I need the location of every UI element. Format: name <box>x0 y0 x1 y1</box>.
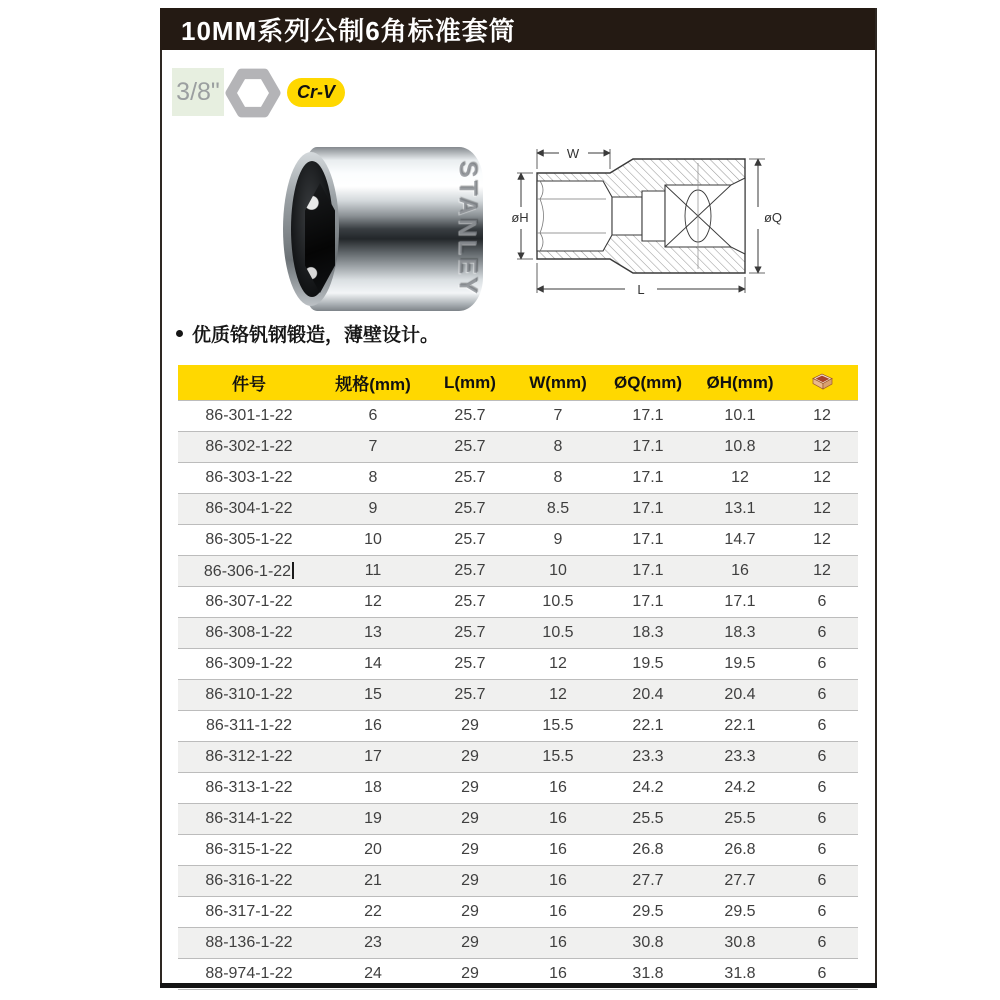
value-cell: 30.8 <box>724 934 756 951</box>
table-row <box>178 804 858 835</box>
dim-label-w: W <box>566 146 580 161</box>
value-cell: 30.8 <box>632 934 664 951</box>
value-cell: 17.1 <box>632 531 664 548</box>
value-cell: 6 <box>817 655 827 672</box>
spec-table <box>178 365 858 990</box>
value-cell: 29 <box>461 965 479 982</box>
column-header: 件号 <box>178 365 320 401</box>
page-border-right <box>875 8 877 986</box>
part-number-cell: 86-315-1-22 <box>205 841 293 858</box>
value-cell: 6 <box>817 810 827 827</box>
value-cell: 22 <box>364 903 382 920</box>
value-cell: 16 <box>549 779 567 796</box>
part-number-cell: 86-301-1-22 <box>205 407 293 424</box>
value-cell: 13 <box>364 624 382 641</box>
value-cell: 12 <box>813 562 831 579</box>
value-cell: 6 <box>817 779 827 796</box>
value-cell: 14 <box>364 655 382 672</box>
value-cell: 6 <box>817 872 827 889</box>
value-cell: 27.7 <box>632 872 664 889</box>
value-cell: 29 <box>461 810 479 827</box>
value-cell: 23 <box>364 934 382 951</box>
value-cell: 16 <box>364 717 382 734</box>
value-cell: 29 <box>461 903 479 920</box>
part-number-cell[interactable]: 86-306-1-22 <box>178 556 320 587</box>
value-cell: 27.7 <box>724 872 756 889</box>
value-cell: 26.8 <box>632 841 664 858</box>
column-header: W(mm) <box>514 365 602 401</box>
part-number-cell: 86-308-1-22 <box>205 624 293 641</box>
table-row <box>178 959 858 990</box>
value-cell: 6 <box>817 841 827 858</box>
value-cell: 9 <box>553 531 563 548</box>
value-cell: 16 <box>549 841 567 858</box>
hexagon-socket-icon <box>224 64 282 122</box>
part-number-cell: 88-136-1-22 <box>205 934 293 951</box>
value-cell: 19 <box>364 810 382 827</box>
value-cell: 12 <box>731 469 749 486</box>
value-cell: 16 <box>549 872 567 889</box>
value-cell: 20.4 <box>724 686 756 703</box>
value-cell: 20.4 <box>632 686 664 703</box>
dim-label-oq: øQ <box>763 210 783 225</box>
value-cell: 11 <box>364 562 382 579</box>
value-cell: 6 <box>817 934 827 951</box>
feature-bullet <box>176 320 439 347</box>
value-cell: 10.1 <box>724 407 756 424</box>
value-cell: 17.1 <box>724 593 756 610</box>
value-cell: 16 <box>731 562 749 579</box>
part-number-cell: 86-312-1-22 <box>205 748 293 765</box>
text-caret <box>292 562 294 579</box>
value-cell: 6 <box>817 748 827 765</box>
value-cell: 13.1 <box>724 500 756 517</box>
value-cell: 26.8 <box>724 841 756 858</box>
value-cell: 29 <box>461 748 479 765</box>
table-row <box>178 556 858 587</box>
value-cell: 12 <box>364 593 382 610</box>
value-cell: 10.5 <box>542 593 574 610</box>
column-header: L(mm) <box>426 365 514 401</box>
pack-quantity-column-header <box>786 365 858 401</box>
dim-label-l: L <box>637 282 645 297</box>
value-cell: 6 <box>817 717 827 734</box>
value-cell: 15.5 <box>542 748 574 765</box>
material-label: Cr-V <box>296 82 335 102</box>
value-cell: 7 <box>368 438 378 455</box>
value-cell: 17.1 <box>632 469 664 486</box>
table-row <box>178 711 858 742</box>
value-cell: 18.3 <box>724 624 756 641</box>
hex-recess <box>305 183 335 293</box>
value-cell: 12 <box>813 438 831 455</box>
value-cell: 6 <box>817 965 827 982</box>
drive-size-label: 3/8" <box>176 77 220 106</box>
dimension-diagram <box>505 133 790 305</box>
table-row <box>178 649 858 680</box>
value-cell: 29.5 <box>632 903 664 920</box>
value-cell: 29.5 <box>724 903 756 920</box>
value-cell: 25.5 <box>632 810 664 827</box>
part-number-cell: 86-317-1-22 <box>205 903 293 920</box>
value-cell: 29 <box>461 841 479 858</box>
value-cell: 29 <box>461 717 479 734</box>
page-title-bar <box>160 8 877 50</box>
table-row <box>178 401 858 432</box>
value-cell: 6 <box>817 686 827 703</box>
value-cell: 18.3 <box>632 624 664 641</box>
brand-engraving: STANLEY <box>453 161 482 297</box>
value-cell: 10.5 <box>542 624 574 641</box>
value-cell: 7 <box>553 407 563 424</box>
bullet-dot-icon <box>176 330 183 337</box>
value-cell: 25.7 <box>454 438 486 455</box>
table-row <box>178 742 858 773</box>
value-cell: 6 <box>817 593 827 610</box>
table-row <box>178 897 858 928</box>
part-number-cell: 86-311-1-22 <box>206 717 292 734</box>
value-cell: 6 <box>368 407 378 424</box>
page-title: 10MM系列公制6角标准套筒 <box>181 15 516 46</box>
page-border-left <box>160 50 162 986</box>
value-cell: 31.8 <box>724 965 756 982</box>
value-cell: 6 <box>817 624 827 641</box>
value-cell: 25.7 <box>454 686 486 703</box>
value-cell: 16 <box>549 965 567 982</box>
value-cell: 25.7 <box>454 500 486 517</box>
feature-text: 优质铬钒钢锻造，薄壁设计。 <box>192 325 440 346</box>
value-cell: 29 <box>461 872 479 889</box>
value-cell: 29 <box>461 934 479 951</box>
value-cell: 24.2 <box>724 779 756 796</box>
part-number-cell: 86-314-1-22 <box>205 810 293 827</box>
value-cell: 10 <box>364 531 382 548</box>
part-number-cell: 86-302-1-22 <box>205 438 293 455</box>
value-cell: 12 <box>549 655 567 672</box>
table-row <box>178 773 858 804</box>
socket-opening <box>291 161 333 297</box>
value-cell: 17.1 <box>632 562 664 579</box>
column-header: ØH(mm) <box>694 365 786 401</box>
part-number-cell: 86-316-1-22 <box>205 872 293 889</box>
table-row <box>178 928 858 959</box>
part-number-cell: 86-310-1-22 <box>205 686 293 703</box>
value-cell: 23.3 <box>724 748 756 765</box>
part-number-cell: 86-303-1-22 <box>205 469 293 486</box>
value-cell: 12 <box>813 500 831 517</box>
value-cell: 8 <box>553 469 563 486</box>
value-cell: 12 <box>813 407 831 424</box>
value-cell: 22.1 <box>632 717 664 734</box>
table-row <box>178 494 858 525</box>
value-cell: 12 <box>813 469 831 486</box>
value-cell: 15 <box>364 686 382 703</box>
value-cell: 25.7 <box>454 593 486 610</box>
value-cell: 24.2 <box>632 779 664 796</box>
table-header-row <box>178 365 858 401</box>
value-cell: 25.7 <box>454 655 486 672</box>
value-cell: 19.5 <box>632 655 664 672</box>
part-number-cell: 86-304-1-22 <box>205 500 293 517</box>
value-cell: 16 <box>549 934 567 951</box>
column-header: ØQ(mm) <box>602 365 694 401</box>
table-row <box>178 432 858 463</box>
value-cell: 10 <box>549 562 567 579</box>
column-header: 规格(mm) <box>320 365 426 401</box>
value-cell: 8.5 <box>546 500 570 517</box>
table-body <box>178 401 858 990</box>
value-cell: 25.7 <box>454 624 486 641</box>
value-cell: 14.7 <box>724 531 756 548</box>
value-cell: 8 <box>368 469 378 486</box>
value-cell: 17.1 <box>632 407 664 424</box>
value-cell: 29 <box>461 779 479 796</box>
value-cell: 12 <box>549 686 567 703</box>
value-cell: 25.7 <box>454 469 486 486</box>
value-cell: 18 <box>364 779 382 796</box>
value-cell: 16 <box>549 810 567 827</box>
table-row <box>178 680 858 711</box>
part-number-cell: 86-307-1-22 <box>205 593 293 610</box>
value-cell: 12 <box>813 531 831 548</box>
table-row <box>178 618 858 649</box>
table-row <box>178 866 858 897</box>
value-cell: 23.3 <box>632 748 664 765</box>
table-row <box>178 835 858 866</box>
drive-size-badge <box>172 68 224 116</box>
value-cell: 24 <box>364 965 382 982</box>
value-cell: 25.5 <box>724 810 756 827</box>
part-number-cell: 86-305-1-22 <box>205 531 293 548</box>
value-cell: 6 <box>817 903 827 920</box>
carton-box-icon <box>810 371 835 390</box>
value-cell: 17.1 <box>632 438 664 455</box>
socket-product-photo <box>283 147 483 311</box>
part-number-cell: 86-309-1-22 <box>205 655 293 672</box>
table-row <box>178 587 858 618</box>
value-cell: 17 <box>364 748 382 765</box>
value-cell: 19.5 <box>724 655 756 672</box>
value-cell: 10.8 <box>724 438 756 455</box>
value-cell: 20 <box>364 841 382 858</box>
value-cell: 25.7 <box>454 407 486 424</box>
value-cell: 31.8 <box>632 965 664 982</box>
table-row <box>178 463 858 494</box>
value-cell: 15.5 <box>542 717 574 734</box>
value-cell: 21 <box>364 872 382 889</box>
material-badge <box>287 78 345 107</box>
part-number-cell: 88-974-1-22 <box>205 965 293 982</box>
value-cell: 16 <box>549 903 567 920</box>
socket-face <box>283 152 339 306</box>
part-number-cell: 86-313-1-22 <box>205 779 293 796</box>
table-row <box>178 525 858 556</box>
dim-label-oh: øH <box>511 210 529 225</box>
value-cell: 17.1 <box>632 593 664 610</box>
value-cell: 8 <box>553 438 563 455</box>
value-cell: 9 <box>368 500 378 517</box>
value-cell: 25.7 <box>454 562 486 579</box>
value-cell: 25.7 <box>454 531 486 548</box>
value-cell: 17.1 <box>632 500 664 517</box>
value-cell: 22.1 <box>724 717 756 734</box>
